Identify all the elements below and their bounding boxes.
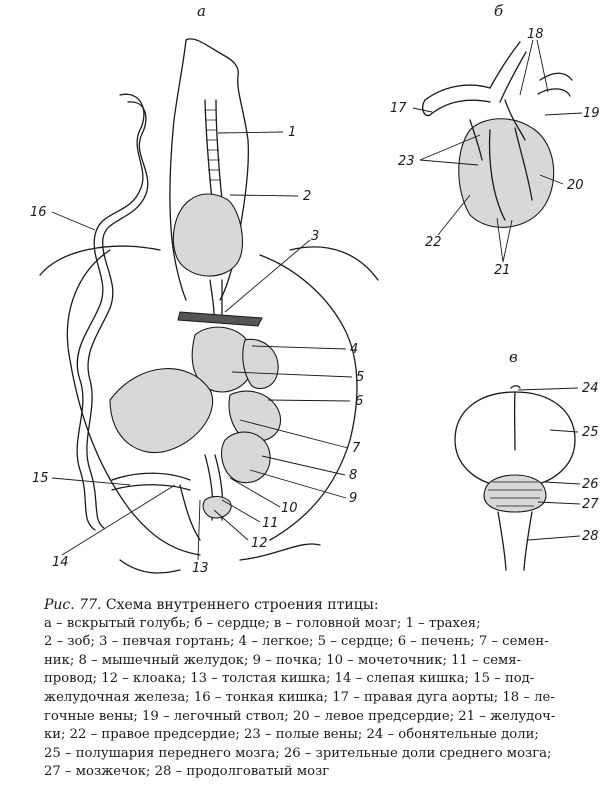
panel-label-v: в xyxy=(509,348,518,366)
label-17: 17 xyxy=(390,101,407,116)
caption-line: ки; 22 – правое предсердие; 23 – полые вены; 24 – обонятельные доли; xyxy=(44,727,539,743)
panel-label-b: б xyxy=(494,2,504,20)
label-16: 16 xyxy=(30,205,47,220)
label-26: 26 xyxy=(582,477,599,492)
caption-legend xyxy=(44,615,592,782)
label-7: 7 xyxy=(352,441,361,456)
label-5: 5 xyxy=(356,370,365,385)
caption-line: 27 – мозжечок; 28 – продолговатый мозг xyxy=(44,764,330,780)
label-9: 9 xyxy=(349,491,358,506)
caption-line: желудочная железа; 16 – тонкая кишка; 17 – правая дуга аорты; 18 – ле- xyxy=(44,689,555,705)
label-28: 28 xyxy=(582,529,599,544)
caption-line: 2 – зоб; 3 – певчая гортань; 4 – легкое; 5 – сердце; 6 – печень; 7 – семен- xyxy=(44,634,549,650)
caption-line: ник; 8 – мышечный желудок; 9 – почка; 10 – мочеточник; 11 – семя- xyxy=(44,652,522,668)
label-19: 19 xyxy=(583,106,600,121)
label-4: 4 xyxy=(350,342,359,357)
label-11: 11 xyxy=(262,516,279,531)
panel-label-a: а xyxy=(197,2,206,20)
label-23: 23 xyxy=(398,154,415,169)
label-27: 27 xyxy=(582,497,599,512)
label-6: 6 xyxy=(355,394,364,409)
heart-drawing xyxy=(423,42,572,227)
leader-lines-v xyxy=(518,388,580,540)
label-22: 22 xyxy=(425,235,442,250)
caption-line: провод; 12 – клоака; 13 – толстая кишка; 14 – слепая кишка; 15 – под- xyxy=(44,671,535,687)
caption-line: 25 – полушария переднего мозга; 26 – зрительные доли среднего мозга; xyxy=(44,745,552,761)
label-18: 18 xyxy=(527,27,544,42)
label-14: 14 xyxy=(52,555,69,570)
label-13: 13 xyxy=(192,561,209,576)
label-3: 3 xyxy=(311,229,320,244)
label-20: 20 xyxy=(567,178,584,193)
label-15: 15 xyxy=(32,471,49,486)
figure-number: Рис. 77. xyxy=(44,597,102,613)
caption-line: а – вскрытый голубь; б – сердце; в – головной мозг; 1 – трахея; xyxy=(44,615,481,631)
label-8: 8 xyxy=(349,468,358,483)
label-2: 2 xyxy=(303,189,312,204)
label-24: 24 xyxy=(582,381,599,396)
brain-drawing xyxy=(455,386,575,570)
caption-title: Схема внутреннего строения птицы: xyxy=(105,597,379,613)
label-25: 25 xyxy=(582,425,599,440)
label-12: 12 xyxy=(251,536,268,551)
label-21: 21 xyxy=(494,263,511,278)
label-10: 10 xyxy=(281,501,298,516)
caption-title-row xyxy=(44,596,592,615)
caption-line: гочные вены; 19 – легочный ствол; 20 – левое предсердие; 21 – желудоч- xyxy=(44,708,556,724)
figure-caption xyxy=(44,596,592,782)
label-1: 1 xyxy=(288,125,297,140)
